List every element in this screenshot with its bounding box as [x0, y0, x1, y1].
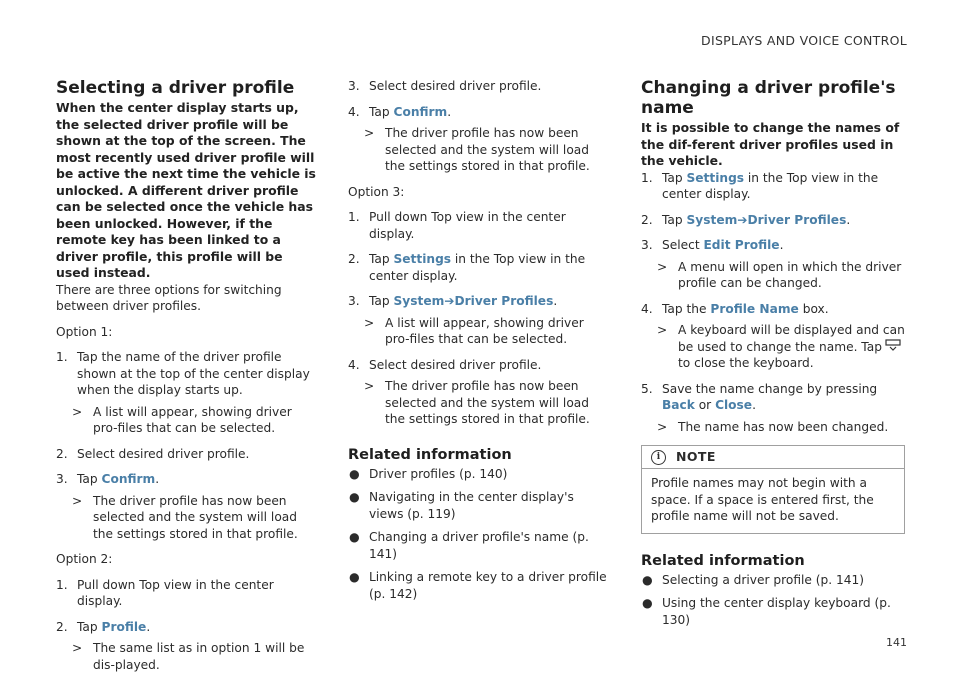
chevron-right-icon: ➔ [444, 294, 455, 308]
section-header: DISPLAYS AND VOICE CONTROL [701, 33, 907, 48]
ui-term-driver-profiles: Driver Profiles [454, 294, 554, 308]
step-text-end: box. [798, 301, 829, 316]
result-text: A keyboard will be displayed and can be used to change the name. Tap [678, 323, 905, 354]
step-text: Pull down Top view in the center display. [369, 210, 566, 241]
related-link[interactable] [641, 572, 905, 589]
step-number: 1. [56, 577, 68, 592]
step-text-end: . [155, 472, 160, 486]
step [56, 471, 318, 488]
step-text-end: . [752, 398, 756, 413]
step-number: 4. [348, 104, 360, 119]
chevron-right-icon: ➔ [737, 212, 748, 227]
ui-term-settings: Settings [686, 170, 745, 185]
step-text: Tap [662, 170, 687, 185]
related-text: Using the center display keyboard (p. 130) [662, 596, 891, 627]
step-text-end: . [447, 104, 452, 119]
result-text: A list will appear, showing driver pro-files that can be selected. [385, 315, 584, 346]
step-text: Select desired driver profile. [369, 79, 542, 93]
related-heading: Related information [641, 552, 805, 569]
result-text: The driver profile has now been selected and the system will load the settings stored in that profile. [93, 493, 298, 541]
step-number: 3. [348, 294, 360, 308]
result-arrow: > [72, 493, 83, 508]
step-text: Tap [662, 212, 687, 227]
keyboard-close-icon [885, 339, 901, 356]
ui-term-settings: Settings [393, 252, 452, 266]
step-number: 2. [348, 252, 360, 266]
result-text: The driver profile has now been selected and the system will load the settings stored in that profile. [385, 379, 590, 426]
step-number: 2. [641, 212, 653, 227]
step-number: 4. [348, 357, 360, 372]
step-text: Pull down Top view in the center display. [77, 577, 274, 608]
step-text-end: in the Top view in the center display. [662, 170, 879, 201]
ui-term-edit-profile: Edit Profile [703, 238, 780, 252]
step-number: 1. [641, 170, 653, 185]
related-heading: Related information [348, 446, 512, 463]
related-list [641, 572, 905, 629]
step [348, 209, 610, 242]
step-number: 4. [641, 301, 653, 316]
step-result [56, 493, 318, 543]
step-text: Save the name change by pressing [662, 381, 878, 396]
result-arrow: > [657, 323, 668, 337]
result-text: The same list as in option 1 will be dis-played. [93, 641, 305, 672]
step-number: 5. [641, 381, 653, 396]
related-list [348, 466, 610, 603]
step-text-end: . [146, 619, 151, 634]
result-text: The driver profile has now been selected and the system will load the settings stored in that profile. [385, 126, 590, 173]
step-text: Tap [369, 104, 394, 119]
step-text: Tap [77, 619, 102, 634]
step-number: 3. [641, 238, 653, 252]
ui-term-confirm: Confirm [101, 472, 156, 486]
ui-term-close: Close [715, 398, 753, 413]
step [641, 212, 905, 229]
step [641, 170, 905, 203]
ui-term-back: Back [662, 398, 695, 413]
note-label: NOTE [676, 449, 716, 464]
step [641, 301, 905, 318]
result-arrow: > [657, 259, 668, 274]
related-link[interactable] [641, 595, 905, 628]
note-header [642, 446, 904, 469]
step-result [348, 378, 610, 428]
step [56, 619, 318, 636]
related-text: Linking a remote key to a driver profile (p. 142) [369, 570, 607, 601]
step [348, 357, 610, 374]
step [641, 381, 905, 414]
ui-term-profile-name: Profile Name [710, 301, 799, 316]
related-link[interactable] [348, 569, 610, 602]
step-number: 2. [56, 446, 68, 461]
step-result [641, 259, 905, 292]
page-number: 141 [886, 636, 907, 649]
column-1 [56, 78, 318, 682]
related-link[interactable] [348, 489, 610, 522]
step [641, 237, 905, 254]
result-text: The name has now been changed. [678, 419, 889, 434]
lead-paragraph: It is possible to change the names of the dif-ferent driver profiles used in the vehicle. [641, 120, 900, 168]
result-text: A list will appear, showing driver pro-files that can be selected. [93, 404, 292, 435]
lead-paragraph: When the center display starts up, the selected driver profile will be shown at the top of the screen. The most recently used driver profile will be active the next time the vehicle is unlocked. A different driver profile can be selected once the vehicle has been unlocked. However, if the remote key has been linked to a driver profile, this profile will be used instead. [56, 100, 316, 280]
ui-term-system: System [686, 212, 738, 227]
step-text-end: . [779, 238, 784, 252]
bullet-icon: ● [349, 466, 360, 481]
section-title: Selecting a driver profile [56, 78, 295, 98]
bullet-icon: ● [349, 530, 360, 544]
intro-paragraph: There are three options for switching between driver profiles. [56, 282, 282, 313]
column-2 [348, 78, 610, 609]
related-link[interactable] [348, 529, 610, 562]
step-number: 1. [348, 210, 360, 224]
step [348, 293, 610, 310]
ui-term-confirm: Confirm [393, 104, 448, 119]
option-label: Option 1: [56, 324, 113, 339]
bullet-icon: ● [642, 596, 653, 611]
note-box [641, 445, 905, 534]
column-3 [641, 78, 905, 635]
step [56, 446, 318, 463]
result-arrow: > [364, 379, 375, 393]
step [348, 251, 610, 284]
result-arrow: > [657, 419, 668, 434]
step-text: Tap [77, 472, 102, 486]
result-arrow: > [72, 641, 83, 655]
step-text-end: . [553, 294, 558, 308]
step-text-mid: or [694, 398, 716, 413]
step-result [641, 322, 905, 372]
step-number: 1. [56, 350, 68, 364]
option-label: Option 3: [348, 184, 405, 199]
section-title: Changing a driver profile's name [641, 78, 896, 118]
step-text: Tap [369, 252, 394, 266]
step-text: Select desired driver profile. [77, 446, 250, 461]
step-text: Select desired driver profile. [369, 357, 542, 372]
note-text: Profile names may not begin with a space. If a space is entered first, the profile name will not be saved. [651, 476, 874, 524]
related-text: Driver profiles (p. 140) [369, 466, 508, 481]
step-text: Tap [369, 294, 394, 308]
step-text: Tap the name of the driver profile shown at the top of the center display when the display starts up. [77, 350, 310, 397]
step [56, 577, 318, 610]
step-result [348, 315, 610, 348]
ui-term-profile: Profile [101, 619, 147, 634]
step-number: 3. [56, 472, 68, 486]
step-result [56, 640, 318, 673]
step-number: 3. [348, 79, 360, 93]
step [56, 349, 318, 399]
step-text-end: . [846, 212, 851, 227]
ui-term-driver-profiles: Driver Profiles [747, 212, 847, 227]
ui-term-system: System [393, 294, 445, 308]
step-text-end: in the Top view in the center display. [369, 252, 586, 283]
step-text: Tap the [662, 301, 711, 316]
result-arrow: > [72, 404, 83, 419]
step-result [348, 125, 610, 175]
related-text: Navigating in the center display's views (p. 119) [369, 490, 574, 521]
related-link[interactable] [348, 466, 610, 483]
step-number: 2. [56, 619, 68, 634]
option-label: Option 2: [56, 552, 113, 566]
result-text: A menu will open in which the driver profile can be changed. [678, 259, 902, 290]
step-result [56, 404, 318, 437]
step-text: Select [662, 238, 704, 252]
step [348, 104, 610, 121]
info-icon: i [651, 450, 666, 465]
result-text-end: to close the keyboard. [678, 356, 814, 371]
bullet-icon: ● [349, 490, 360, 504]
step [348, 78, 610, 95]
bullet-icon: ● [642, 572, 653, 587]
related-text: Changing a driver profile's name (p. 141) [369, 530, 589, 561]
related-text: Selecting a driver profile (p. 141) [662, 572, 865, 587]
result-arrow: > [364, 126, 375, 140]
result-arrow: > [364, 315, 375, 330]
step-result [641, 419, 905, 436]
bullet-icon: ● [349, 570, 360, 584]
